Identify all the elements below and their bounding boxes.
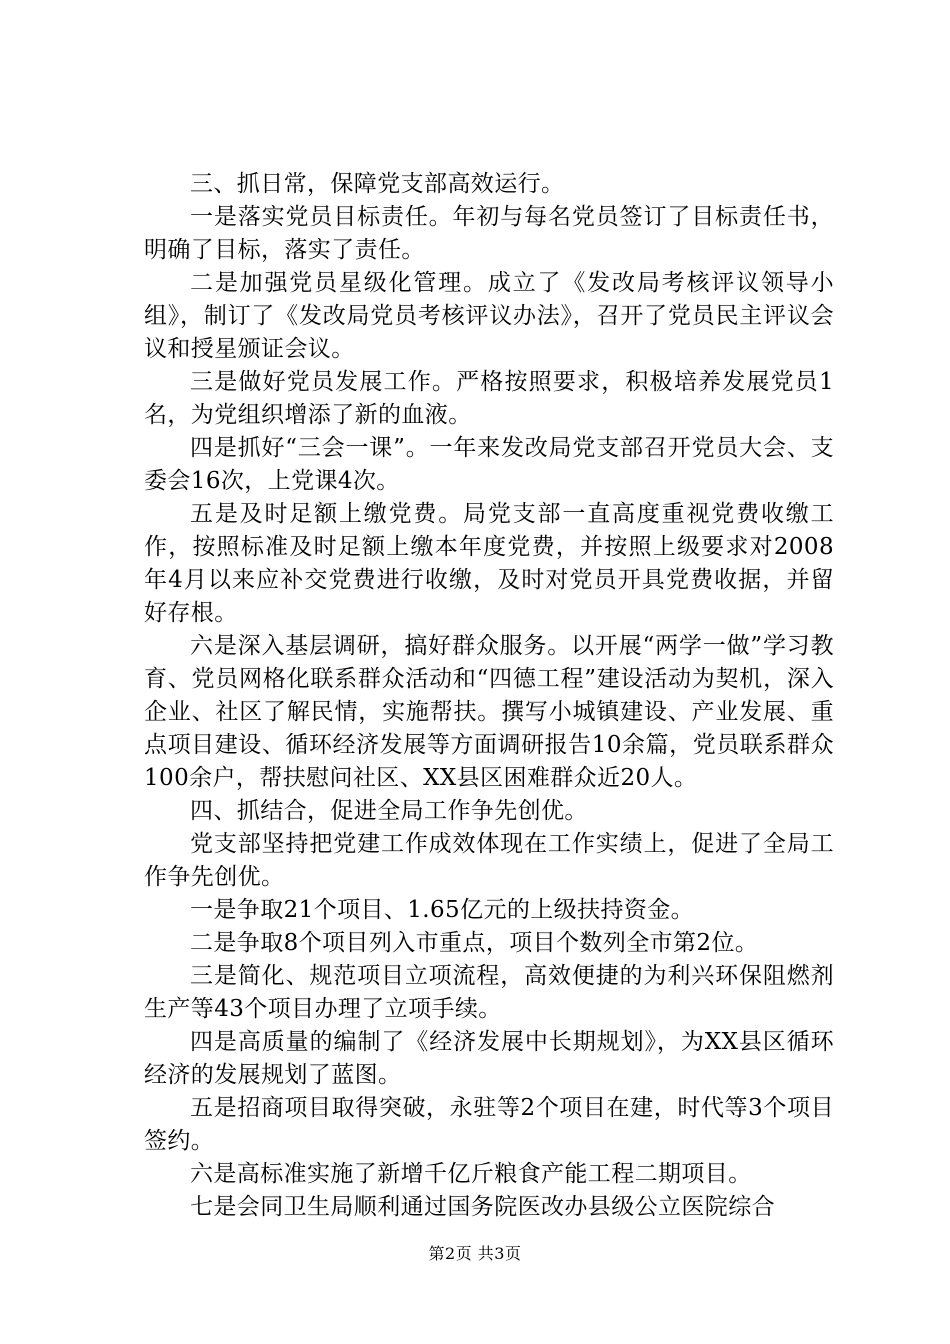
paragraph-key-projects: 二是争取8个项目列入市重点，项目个数列全市第2位。 (190, 930, 759, 956)
page-footer: 第2页 共3页 (428, 1244, 522, 1263)
paragraph-grassroots-research: 六是深入基层调研，搞好群众服务。以开展“两学一做”学习教育、党员网格化联系群众活动和“四德工程”建设活动为契机，深入企业、社区了解民情，实施帮扶。撰写小城镇建设、产业发展、重点项目建设、循环经济发展等方面调研报告10余篇，党员联系群众100余户，帮扶慰问社区、XX县区困难群众近20人。 (144, 633, 834, 791)
paragraph-dues: 五是及时足额上缴党费。局党支部一直高度重视党费收缴工作，按照标准及时足额上缴本年度党费，并按照上级要求对2008年4月以来应补交党费进行收缴，及时对党员开具党费收据，并留好存根。 (144, 501, 834, 626)
document-body (144, 168, 834, 1224)
paragraph-meetings: 四是抓好“三会一课”。一年来发改局党支部召开党员大会、支委会16次，上党课4次。 (144, 435, 834, 494)
section-heading-3: 三、抓日常，保障党支部高效运行。 (190, 171, 565, 197)
paragraph-member-development: 三是做好党员发展工作。严格按照要求，积极培养发展党员1名，为党组织增添了新的血液。 (144, 369, 834, 428)
paragraph-health-reform: 七是会同卫生局顺利通过国务院医改办县级公立医院综合 (190, 1194, 775, 1220)
paragraph-star-management: 二是加强党员星级化管理。成立了《发改局考核评议领导小组》，制订了《发改局党员考核评议办法》，召开了党员民主评议会议和授星颁证会议。 (144, 270, 834, 362)
paragraph-investment: 五是招商项目取得突破，永驻等2个项目在建，时代等3个项目签约。 (144, 1095, 834, 1154)
paragraph-approval-process: 三是简化、规范项目立项流程，高效便捷的为利兴环保阻燃剂生产等43个项目办理了立项手续。 (144, 963, 834, 1022)
paragraph-target-responsibility: 一是落实党员目标责任。年初与每名党员签订了目标责任书，明确了目标，落实了责任。 (144, 204, 834, 263)
paragraph-funding: 一是争取21个项目、1.65亿元的上级扶持资金。 (190, 897, 695, 923)
paragraph-grain-project: 六是高标准实施了新增千亿斤粮食产能工程二期项目。 (190, 1161, 752, 1187)
paragraph-planning: 四是高质量的编制了《经济发展中长期规划》，为XX县区循环经济的发展规划了蓝图。 (144, 1029, 834, 1088)
section-heading-4: 四、抓结合，促进全局工作争先创优。 (190, 798, 588, 824)
paragraph-section-intro: 党支部坚持把党建工作成效体现在工作实绩上，促进了全局工作争先创优。 (144, 831, 834, 890)
